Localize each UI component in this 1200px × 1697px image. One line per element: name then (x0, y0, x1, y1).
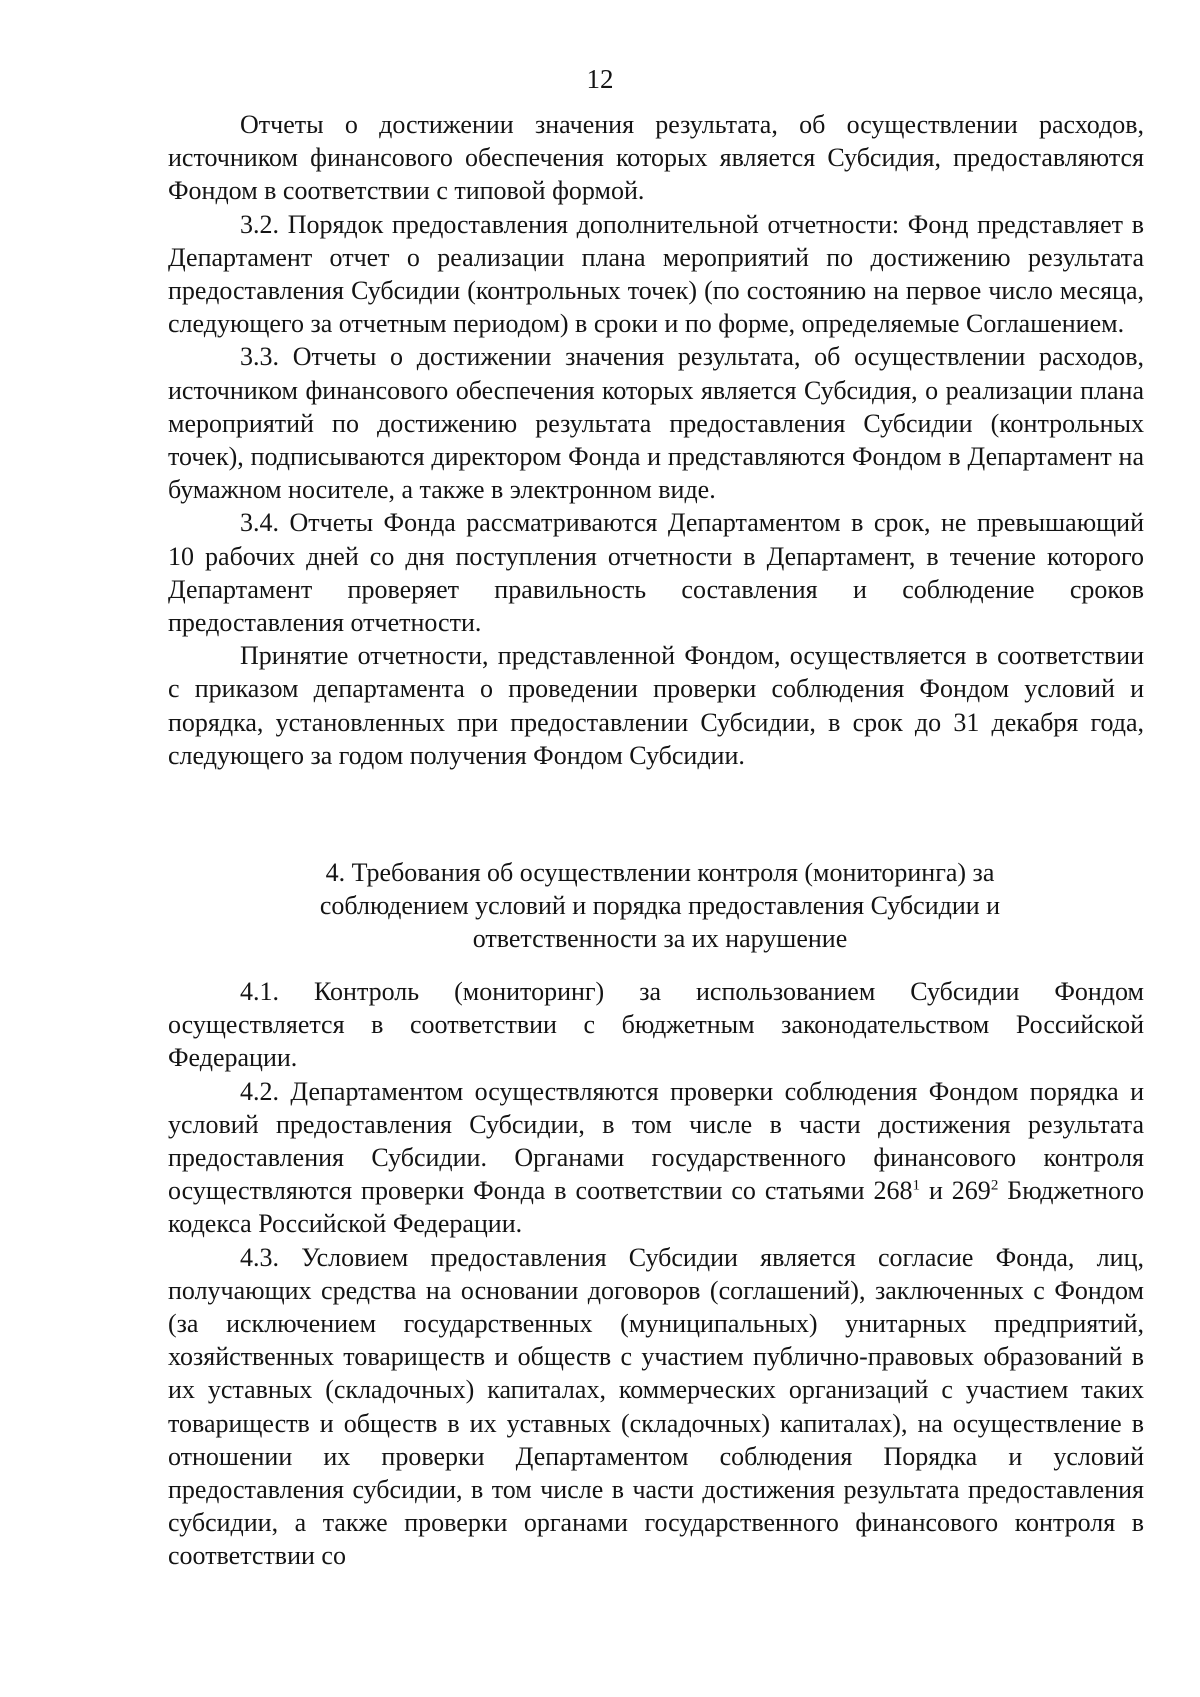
paragraph-4-3: 4.3. Условием предоставления Субсидии является согласие Фонда, лиц, получающих средства на основании договоров (соглашений), заключенных с Фондом (за исключением государственных (муниципальных) унитарных предприятий, хозяйственных товариществ и обществ с участием публично-правовых образований в их уставных (складочных) капиталах, коммерческих организаций с участием таких товариществ и обществ в их уставных (складочных) капиталах), на осуществление в отношении их проверки Департаментом соблюдения Порядка и условий предоставления субсидии, в том числе в части достижения результата предоставления субсидии, а также проверки органами государственного финансового контроля в соответствии со (168, 1242, 1144, 1571)
superscript-2: 2 (990, 1177, 999, 1194)
paragraph-4-2-text: Бюджетного кодекса Российской Федерации. (168, 1176, 1144, 1239)
paragraph-acceptance: Принятие отчетности, представленной Фондом, осуществляется в соответствии с приказом департамента о проведении проверки соблюдения Фондом условий и порядка, установленных при предоставлении Субсидии, в срок до 31 декабря года, следующего за годом получения Фондом Субсидии. (168, 641, 1144, 770)
section-4-heading (230, 856, 1090, 955)
paragraph-3-4: 3.4. Отчеты Фонда рассматриваются Департаментом в срок, не превышающий 10 рабочих дней со дня поступления отчетности в Департамент, в течение которого Департамент проверяет правильность составления и соблюдение сроков предоставления отчетности. (168, 508, 1144, 638)
paragraph-3-3: 3.3. Отчеты о достижении значения результата, об осуществлении расходов, источником финансового обеспечения которых является Субсидия, о реализации плана мероприятий по достижению результата предоставления Субсидии (контрольных точек), подписываются директором Фонда и представляются Фондом в Департамент на бумажном носителе, а также в электронном виде. (168, 342, 1144, 505)
section-heading-line: 4. Требования об осуществлении контроля (мониторинга) за (325, 858, 995, 887)
paragraph-3-2: 3.2. Порядок предоставления дополнительной отчетности: Фонд представляет в Департамент отчет о реализации плана мероприятий по достижению результата предоставления Субсидии (контрольных точек) (по состоянию на первое число месяца, следующего за отчетным периодом) в сроки и по форме, определяемые Соглашением. (168, 209, 1144, 339)
paragraph-4-2-text: и 269 (919, 1176, 991, 1206)
superscript-1: 1 (912, 1177, 920, 1194)
paragraph-4-2 (168, 1075, 1144, 1241)
paragraph-4-1: 4.1. Контроль (мониторинг) за использованием Субсидии Фондом осуществляется в соответствии с бюджетным законодательством Российской Федерации. (168, 977, 1144, 1073)
body-text-top (168, 108, 1144, 772)
section-heading-line: ответственности за их нарушение (472, 924, 848, 953)
paragraph-4-2-text: 4.2. Департаментом осуществляются проверки соблюдения Фондом порядка и условий предоставления Субсидии, в том числе в части достижения результата предоставления Субсидии. Органами государственного финансового контроля осуществляются проверки Фонда в соответствии со статьями 268 (168, 1076, 1144, 1206)
paragraph-reports-form: Отчеты о достижении значения результата, об осуществлении расходов, источником финансового обеспечения которых является Субсидия, предоставляются Фондом в соответствии с типовой формой. (168, 110, 1144, 206)
section-heading-line: соблюдением условий и порядка предоставления Субсидии и (319, 891, 1001, 920)
page-number: 12 (586, 64, 614, 94)
body-text-bottom (168, 975, 1144, 1573)
